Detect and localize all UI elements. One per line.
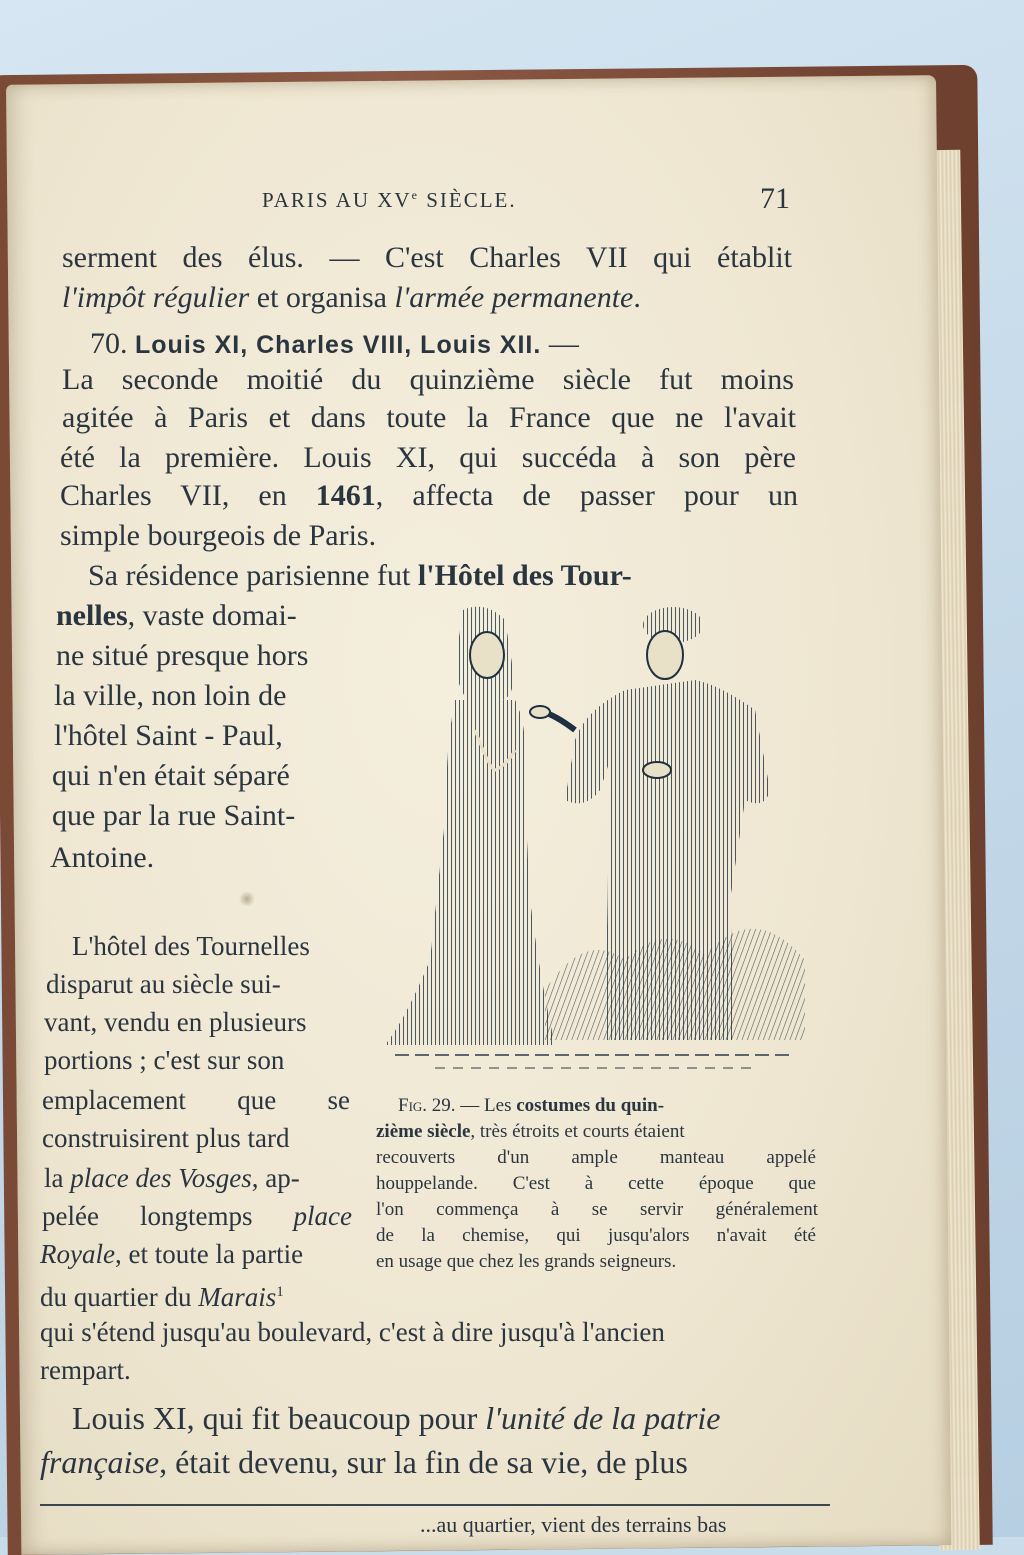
text-line — [44, 1160, 300, 1196]
footnote-text: ...au quartier, vient des terrains bas — [420, 1512, 727, 1537]
text-span: , vaste domai- — [127, 599, 297, 632]
italic-text: Royale — [40, 1239, 115, 1269]
text-line — [60, 478, 798, 514]
text-line: disparut au siècle sui- — [46, 969, 281, 999]
figure-caption-line: recouverts d'un ample manteau appelé — [376, 1147, 816, 1168]
italic-text: Marais — [198, 1282, 277, 1312]
text-span: , et toute la partie — [114, 1239, 304, 1269]
footnote-rule — [40, 1504, 830, 1506]
engraving-illustration — [375, 600, 815, 1090]
bold-text: zième siècle — [376, 1121, 471, 1142]
text-line: que par la rue Saint- — [52, 799, 296, 832]
woman-figure — [385, 607, 555, 1045]
text-line — [42, 1198, 352, 1234]
text-span: et organisa — [249, 281, 395, 314]
year-bold: 1461 — [315, 479, 376, 512]
text-span: Charles VII, en — [60, 479, 316, 512]
text-line: agitée à Paris et dans toute la France que ne l'avait — [62, 401, 796, 434]
page-number: 71 — [760, 182, 790, 215]
figure-caption-line: houppelande. C'est à cette époque que — [376, 1173, 816, 1194]
text-line — [62, 280, 641, 316]
text-line: l'hôtel Saint - Paul, — [54, 719, 283, 752]
text-line: la ville, non loin de — [54, 679, 287, 712]
running-title-sup: e — [411, 188, 419, 202]
text-span: — — [541, 327, 579, 360]
text-line: qui s'étend jusqu'au boulevard, c'est à dire jusqu'à l'ancien — [40, 1317, 665, 1347]
text-span: Sa résidence parisienne fut — [88, 559, 418, 592]
text-line — [72, 1400, 721, 1436]
text-line: vant, vendu en plusieurs — [44, 1007, 307, 1037]
text-span: Louis XI, qui fit beaucoup pour — [72, 1400, 486, 1436]
text-line: construisirent plus tard — [42, 1123, 290, 1153]
text-line — [40, 1444, 688, 1480]
paper-stain — [238, 892, 256, 906]
figure-number: Fig. 29. — [398, 1095, 456, 1116]
text-line: Antoine. — [50, 841, 155, 874]
text-line: ne situé presque hors — [56, 639, 309, 672]
running-title-end: SIÈCLE. — [418, 188, 517, 212]
section-heading — [90, 326, 579, 363]
text-line: emplacement que se — [42, 1085, 350, 1115]
text-line: serment des élus. — C'est Charles VII qui établit — [62, 241, 792, 274]
text-line: La seconde moitié du quinzième siècle fut moins — [62, 363, 794, 396]
running-title-text: PARIS AU XV — [262, 188, 412, 212]
italic-text: l'armée permanente — [394, 281, 634, 314]
bold-text: costumes du quin- — [516, 1095, 665, 1116]
bold-text: nelles — [56, 599, 128, 632]
section-number: 70. — [90, 327, 128, 360]
text-span: , affecta de passer pour un — [375, 479, 798, 512]
italic-text: française — [40, 1444, 160, 1480]
text-line: rempart. — [40, 1355, 131, 1385]
text-span: pelée longtemps — [42, 1201, 294, 1231]
page-header — [0, 182, 1024, 228]
footnote-ref: 1 — [276, 1284, 284, 1300]
text-span: , ap- — [251, 1163, 300, 1193]
running-title — [262, 188, 517, 213]
text-line: qui n'en était séparé — [52, 759, 290, 792]
text-line: portions ; c'est sur son — [44, 1045, 285, 1075]
italic-text: l'impôt régulier — [62, 281, 250, 314]
italic-text: place — [293, 1201, 352, 1231]
text-span: du quartier du — [40, 1282, 199, 1312]
text-span: la — [44, 1163, 71, 1193]
text-line: L'hôtel des Tournelles — [72, 931, 310, 961]
figure-caption-line — [398, 1094, 664, 1118]
italic-text: l'unité de la patrie — [485, 1400, 721, 1436]
figure-caption-line — [376, 1120, 685, 1144]
text-line — [56, 598, 297, 634]
text-span: . — [633, 281, 641, 314]
figure-caption-line: l'on commença à se servir généralement — [376, 1199, 818, 1220]
italic-text: place des Vosges — [70, 1163, 252, 1193]
section-title: Louis XI, Charles VIII, Louis XII. — [135, 331, 542, 359]
text-line — [40, 1236, 303, 1272]
text-span: , très étroits et courts étaient — [470, 1121, 685, 1142]
figure-caption-line: de la chemise, qui jusqu'alors n'avait été — [376, 1225, 816, 1246]
text-line — [40, 1274, 284, 1315]
text-line — [88, 558, 798, 594]
text-span: — Les — [455, 1095, 517, 1116]
text-line: été la première. Louis XI, qui succéda à son père — [60, 441, 796, 474]
text-line: simple bourgeois de Paris. — [60, 519, 377, 552]
bold-text: l'Hôtel des Tour- — [417, 559, 632, 592]
figure-caption-line: en usage que chez les grands seigneurs. — [376, 1251, 677, 1272]
text-span: , était devenu, sur la fin de sa vie, de plus — [159, 1444, 688, 1480]
